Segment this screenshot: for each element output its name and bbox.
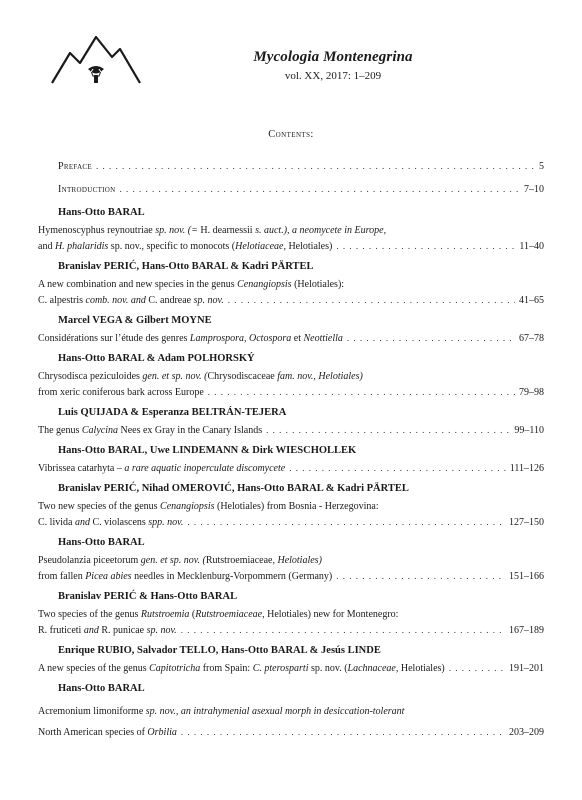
taxon-name: Capitotricha xyxy=(149,663,201,674)
dot-leader xyxy=(96,160,535,173)
article-authors: Luis QUIJADA & Esperanza BELTRÁN-TEJERA xyxy=(58,407,287,418)
article-authors: Enrique RUBIO, Salvador TELLO, Hans-Otto BARAL & Jesús LINDE xyxy=(58,645,381,656)
title-text: et xyxy=(291,333,304,344)
dot-leader xyxy=(181,726,505,739)
taxon-name: Cenangiopsis xyxy=(237,279,292,290)
taxon-name: Cenangiopsis xyxy=(160,501,215,512)
taxon-name: and xyxy=(81,625,102,636)
title-text: C. violascens xyxy=(92,517,146,528)
title-text: H. dearnessii xyxy=(200,225,253,236)
title-text: C. andreae xyxy=(148,295,192,306)
taxon-name: Lamprospora xyxy=(189,333,245,344)
spacer xyxy=(38,475,544,482)
taxon-name: comb. nov. and xyxy=(83,295,149,306)
article-title-line xyxy=(38,726,544,739)
article-title xyxy=(38,624,177,637)
title-text: Rutstroemiaceae xyxy=(205,555,273,566)
taxon-name: Octospora xyxy=(249,333,292,344)
taxon-name: Helotiaceae xyxy=(235,241,284,252)
title-text: sp. nov. ( xyxy=(308,663,348,674)
article-title xyxy=(38,570,332,583)
front-label: Introduction xyxy=(58,184,116,195)
spacer xyxy=(38,675,544,682)
taxon-name: – a rare aquatic inoperculate discomycete xyxy=(114,463,286,474)
article-title xyxy=(38,516,183,529)
spacer xyxy=(38,529,544,536)
taxon-name: and xyxy=(72,517,93,528)
spacer xyxy=(38,583,544,590)
table-of-contents xyxy=(38,154,544,746)
title-text: , Helotiales) xyxy=(283,241,333,252)
title-text: Chrysodiscaceae xyxy=(207,371,275,382)
taxon-name: gen. et sp. nov. ( xyxy=(138,555,206,566)
title-text: from Spain: xyxy=(200,663,253,674)
page-range: 5 xyxy=(539,161,544,172)
title-text: North American species of xyxy=(38,727,148,738)
toc-article[interactable] xyxy=(38,260,544,314)
spacer xyxy=(38,437,544,444)
taxon-name: Orbilia xyxy=(147,727,177,738)
article-title xyxy=(38,424,262,437)
dot-leader xyxy=(336,240,515,253)
article-authors: Hans-Otto BARAL xyxy=(58,207,145,218)
article-title-line xyxy=(38,462,544,475)
dot-leader xyxy=(119,183,520,196)
page-range: 99–110 xyxy=(514,425,544,436)
taxon-name: s. auct.), a neomycete in Europe, xyxy=(252,225,387,236)
title-text: C. livida xyxy=(38,517,73,528)
article-title-line xyxy=(38,608,544,621)
mountain-mushroom-logo-icon xyxy=(50,23,142,85)
title-text: Vibrissea catarhyta xyxy=(38,463,115,474)
title-text: (Helotiales): xyxy=(291,279,345,290)
page-range: 111–126 xyxy=(509,463,544,474)
title-text: C. alpestris xyxy=(38,295,83,306)
page-range: 203–209 xyxy=(509,727,544,738)
article-title-line xyxy=(38,240,544,253)
journal-title: Mycologia Montenegrina xyxy=(253,49,413,65)
article-authors: Hans-Otto BARAL, Uwe LINDEMANN & Dirk WIESCHOLLEK xyxy=(58,445,357,456)
article-title xyxy=(38,278,344,291)
title-text: A new species of the genus xyxy=(38,663,150,674)
taxon-name: gen. et sp. nov. ( xyxy=(139,371,208,382)
page-range: 67–78 xyxy=(519,333,544,344)
taxon-name: Lachnaceae xyxy=(347,663,396,674)
title-text: Nees ex Gray in the Canary Islands xyxy=(118,425,263,436)
spacer xyxy=(38,196,544,206)
article-title xyxy=(38,705,404,718)
toc-article[interactable] xyxy=(38,352,544,406)
taxon-name: C. pterosparti xyxy=(252,663,309,674)
taxon-name: Rutstroemia xyxy=(140,609,190,620)
title-text: R. fruticeti xyxy=(38,625,82,636)
taxon-name: spp. nov. xyxy=(145,517,184,528)
taxon-name: Rutstroemiaceae xyxy=(195,609,263,620)
taxon-name: Neottiella xyxy=(303,333,343,344)
page-range: 11–40 xyxy=(519,241,544,252)
taxon-name: Calycina xyxy=(81,425,118,436)
title-text: (Helotiales) from Bosnia - Herzegovina: xyxy=(214,501,379,512)
toc-article[interactable] xyxy=(38,314,544,352)
article-title xyxy=(38,662,445,675)
dot-leader xyxy=(336,570,505,583)
spacer xyxy=(38,637,544,644)
spacer xyxy=(38,739,544,746)
article-title-line xyxy=(38,370,544,383)
toc-article[interactable] xyxy=(38,536,544,590)
dot-leader xyxy=(187,516,505,529)
article-title xyxy=(38,332,343,345)
article-title-line xyxy=(38,278,544,291)
article-title-line xyxy=(38,294,544,307)
title-text: needles in Mecklenburg-Vorpommern (Germany) xyxy=(131,571,333,582)
title-text: , Helotiales) xyxy=(395,663,445,674)
toc-article[interactable] xyxy=(38,682,544,746)
spacer xyxy=(38,399,544,406)
title-text: sp. nov., specific to monocots ( xyxy=(108,241,236,252)
title-text: Chrysodisca peziculoides xyxy=(38,371,140,382)
toc-article[interactable] xyxy=(38,406,544,444)
toc-article[interactable] xyxy=(38,590,544,644)
title-text: The genus xyxy=(38,425,82,436)
article-title-line xyxy=(38,554,544,567)
article-title xyxy=(38,386,204,399)
dot-leader xyxy=(449,662,505,675)
dot-leader xyxy=(347,332,515,345)
article-title xyxy=(38,224,386,237)
spacer xyxy=(38,173,544,183)
spacer xyxy=(38,718,544,726)
article-title xyxy=(38,554,322,567)
article-title xyxy=(38,370,363,383)
article-authors: Branislav PERIĆ, Nihad OMEROVIĆ, Hans-Otto BARAL & Kadri PÄRTEL xyxy=(58,483,409,494)
title-text: ( xyxy=(189,609,196,620)
toc-article[interactable] xyxy=(38,644,544,682)
page-range: 191–201 xyxy=(509,663,544,674)
dot-leader xyxy=(289,462,506,475)
article-title-line xyxy=(38,386,544,399)
article-title-line xyxy=(38,500,544,513)
article-title-line xyxy=(38,224,544,237)
article-title xyxy=(38,240,332,253)
article-title xyxy=(38,462,285,475)
title-text: Two new species of the genus xyxy=(38,501,161,512)
title-text: Two species of the genus xyxy=(38,609,141,620)
page-range: 167–189 xyxy=(509,625,544,636)
page-range: 127–150 xyxy=(509,517,544,528)
page-range: 7–10 xyxy=(524,184,544,195)
spacer xyxy=(38,253,544,260)
title-text: Pseudolanzia piceetorum xyxy=(38,555,139,566)
title-text: and xyxy=(38,241,55,252)
title-text: from fallen xyxy=(38,571,86,582)
article-authors: Hans-Otto BARAL xyxy=(58,537,145,548)
taxon-name: fam. nov., Helotiales) xyxy=(274,371,363,382)
volume-line: vol. XX, 2017: 1–209 xyxy=(284,70,382,82)
title-text: R. punicae xyxy=(101,625,145,636)
dot-leader xyxy=(266,424,510,437)
article-title-line xyxy=(38,624,544,637)
article-title xyxy=(38,294,224,307)
article-title-line xyxy=(38,705,544,718)
toc-article[interactable] xyxy=(38,482,544,536)
toc-entry-front[interactable] xyxy=(58,160,544,173)
front-label: Preface xyxy=(58,161,92,172)
title-text: , xyxy=(244,333,250,344)
toc-article[interactable] xyxy=(38,206,544,260)
title-text: , Helotiales) new for Montenegro: xyxy=(262,609,399,620)
article-title-line xyxy=(38,662,544,675)
toc-entry-front[interactable] xyxy=(58,183,544,196)
article-title-line xyxy=(38,332,544,345)
taxon-name: Picea abies xyxy=(85,571,132,582)
article-authors: Branislav PERIĆ & Hans-Otto BARAL xyxy=(58,591,238,602)
dot-leader xyxy=(181,624,505,637)
taxon-name: sp. nov. xyxy=(191,295,224,306)
page-range: 79–98 xyxy=(519,387,544,398)
article-authors: Branislav PERIĆ, Hans-Otto BARAL & Kadri PÄRTEL xyxy=(58,261,314,272)
taxon-name: , Helotiales) xyxy=(272,555,322,566)
taxon-name: sp. nov. xyxy=(144,625,177,636)
article-title xyxy=(38,608,398,621)
page-range: 41–65 xyxy=(519,295,544,306)
article-authors: Hans-Otto BARAL xyxy=(58,683,145,694)
taxon-name: sp. nov. (= xyxy=(152,225,201,236)
contents-heading: Contents: xyxy=(268,129,314,140)
title-text: from xeric coniferous bark across Europe xyxy=(38,387,204,398)
page-range: 151–166 xyxy=(509,571,544,582)
title-text: Acremonium limoniforme xyxy=(38,706,144,717)
taxon-name: H. phalaridis xyxy=(54,241,109,252)
article-title-line xyxy=(38,516,544,529)
title-text: Hymenoscyphus reynoutriae xyxy=(38,225,153,236)
dot-leader xyxy=(228,294,515,307)
article-title xyxy=(38,726,177,739)
taxon-name: sp. nov., an intrahymenial asexual morph in desiccation-tolerant xyxy=(143,706,405,717)
title-text: A new combination and new species in the genus xyxy=(38,279,238,290)
article-authors: Marcel VEGA & Gilbert MOYNE xyxy=(58,315,212,326)
article-title xyxy=(38,500,379,513)
dot-leader xyxy=(208,386,515,399)
article-title-line xyxy=(38,570,544,583)
spacer xyxy=(38,345,544,352)
toc-article[interactable] xyxy=(38,444,544,482)
article-title-line xyxy=(38,424,544,437)
title-text: Considérations sur l’étude des genres xyxy=(38,333,190,344)
spacer xyxy=(38,307,544,314)
article-authors: Hans-Otto BARAL & Adam POLHORSKÝ xyxy=(58,353,255,364)
